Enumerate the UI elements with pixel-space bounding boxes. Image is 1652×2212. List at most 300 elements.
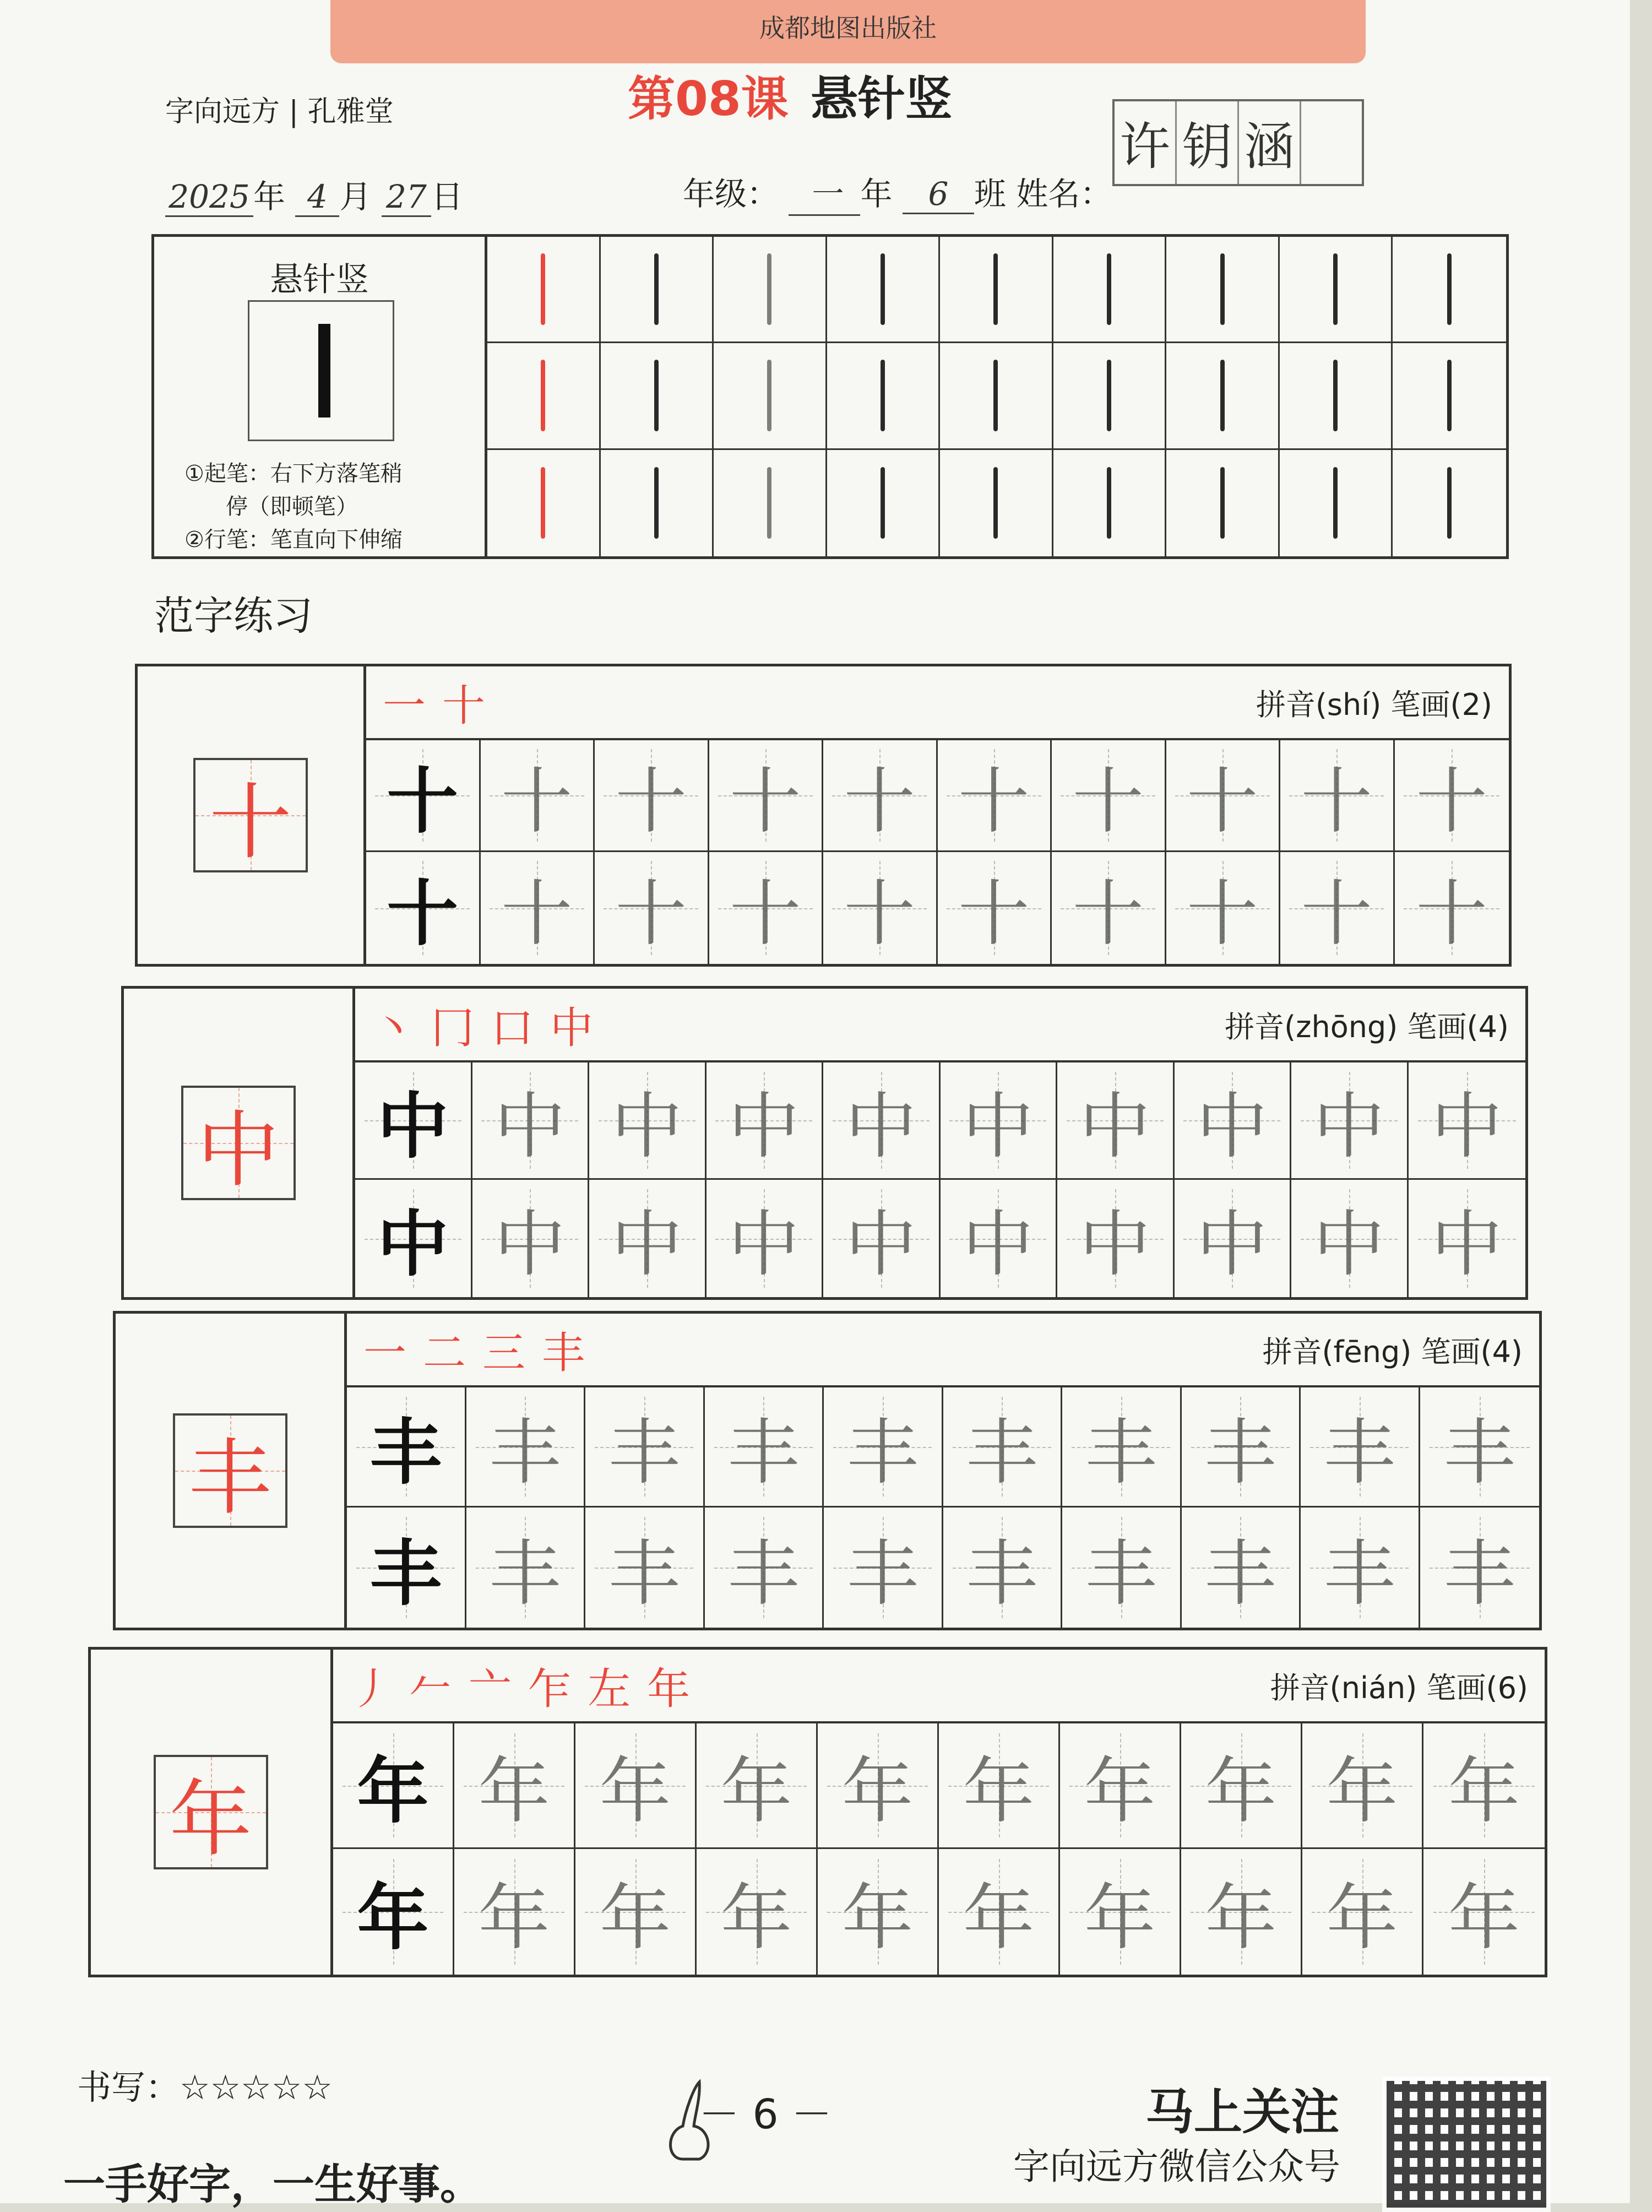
practice-cell[interactable] bbox=[941, 1180, 1058, 1297]
practice-cell[interactable] bbox=[707, 1180, 824, 1297]
practice-character: 中 bbox=[1431, 1084, 1503, 1168]
practice-character: 年 bbox=[599, 1875, 671, 1960]
vertical-stroke-icon bbox=[1333, 253, 1338, 325]
practice-character: 十 bbox=[958, 872, 1030, 956]
vertical-stroke-icon bbox=[1107, 467, 1111, 539]
stroke-order-step: 乍 bbox=[528, 1665, 588, 1714]
practice-cell[interactable] bbox=[1280, 740, 1395, 852]
practice-character: 丰 bbox=[1204, 1531, 1276, 1615]
practice-cell[interactable] bbox=[1166, 852, 1281, 964]
vertical-stroke-icon bbox=[767, 360, 771, 431]
practice-cell[interactable] bbox=[366, 852, 481, 964]
practice-character: 年 bbox=[1084, 1749, 1156, 1833]
practice-cell[interactable] bbox=[824, 1508, 943, 1628]
practice-cell[interactable] bbox=[697, 1723, 818, 1849]
practice-character: 十 bbox=[1186, 872, 1258, 956]
stroke-practice-cell[interactable] bbox=[1393, 237, 1506, 343]
practice-cell[interactable] bbox=[1409, 1062, 1526, 1180]
practice-character: 丰 bbox=[846, 1411, 919, 1494]
vertical-stroke-icon bbox=[767, 253, 771, 325]
practice-cell[interactable] bbox=[1423, 1723, 1545, 1849]
model-character bbox=[181, 1086, 296, 1200]
practice-character: 十 bbox=[844, 759, 916, 843]
practice-character: 中 bbox=[962, 1084, 1034, 1168]
stroke-order-step: 三 bbox=[482, 1329, 542, 1378]
practice-character: 十 bbox=[1301, 759, 1373, 843]
practice-cell[interactable] bbox=[347, 1508, 466, 1628]
model-panel bbox=[116, 1314, 347, 1628]
stroke-order-row bbox=[333, 1650, 1545, 1723]
practice-character: 中 bbox=[728, 1084, 800, 1168]
vertical-stroke-icon bbox=[1333, 360, 1338, 431]
stroke-note: 停（即顿笔） bbox=[226, 494, 358, 519]
vertical-stroke-icon bbox=[881, 360, 885, 431]
stroke-practice-cell[interactable] bbox=[714, 343, 827, 449]
practice-cell[interactable] bbox=[1301, 1387, 1420, 1508]
practice-character: 中 bbox=[1196, 1084, 1268, 1168]
vertical-stroke-icon bbox=[541, 253, 545, 325]
practice-character: 十 bbox=[958, 759, 1030, 843]
vertical-stroke-icon bbox=[993, 360, 998, 431]
stroke-practice-cell[interactable] bbox=[1280, 450, 1393, 556]
practice-cell[interactable] bbox=[705, 1508, 824, 1628]
stroke-order-step: 口 bbox=[491, 1004, 551, 1053]
practice-cell[interactable] bbox=[1420, 1387, 1540, 1508]
practice-character: 年 bbox=[963, 1749, 1035, 1833]
lesson-name: 悬针竖 bbox=[810, 72, 953, 127]
practice-cell[interactable] bbox=[824, 1387, 943, 1508]
class-line bbox=[683, 168, 1112, 216]
practice-cell[interactable] bbox=[472, 1062, 590, 1180]
practice-character: 十 bbox=[729, 759, 801, 843]
practice-cell[interactable] bbox=[1181, 1849, 1302, 1975]
practice-cell[interactable] bbox=[333, 1849, 454, 1975]
practice-character: 丰 bbox=[1443, 1531, 1515, 1615]
vertical-stroke-icon bbox=[1220, 360, 1225, 431]
stroke-practice-cell[interactable] bbox=[1393, 450, 1506, 556]
practice-grid[interactable] bbox=[355, 1062, 1525, 1297]
practice-cell[interactable] bbox=[466, 1387, 586, 1508]
practice-grid[interactable] bbox=[347, 1387, 1539, 1628]
practice-character: 中 bbox=[1313, 1084, 1385, 1168]
month-unit: 月 bbox=[339, 178, 372, 215]
stroke-practice-cell[interactable] bbox=[940, 343, 1053, 449]
practice-cell[interactable] bbox=[1052, 740, 1166, 852]
rating[interactable]: 书写：☆☆☆☆☆ bbox=[77, 2067, 333, 2107]
practice-character: 中 bbox=[1079, 1084, 1151, 1168]
practice-character: 年 bbox=[357, 1875, 429, 1960]
stroke-practice-cell[interactable] bbox=[601, 343, 714, 449]
practice-character: 年 bbox=[841, 1749, 914, 1833]
model-character-text: 中 bbox=[197, 1103, 280, 1199]
practice-cell[interactable] bbox=[1420, 1508, 1540, 1628]
stroke-practice-cell[interactable] bbox=[1053, 450, 1167, 556]
name-char[interactable] bbox=[1301, 101, 1362, 184]
practice-cell[interactable] bbox=[709, 740, 824, 852]
wechat-label: 字向远方微信公众号 bbox=[1013, 2145, 1340, 2188]
practice-cell[interactable] bbox=[943, 1387, 1063, 1508]
model-panel bbox=[91, 1650, 333, 1975]
practice-cell[interactable] bbox=[938, 852, 1052, 964]
practice-character: 中 bbox=[1079, 1202, 1151, 1286]
page-number: － 6 － bbox=[698, 2091, 833, 2138]
practice-cell[interactable] bbox=[709, 852, 824, 964]
practice-character: 中 bbox=[377, 1202, 449, 1286]
stroke-practice-cell[interactable] bbox=[827, 237, 941, 343]
stroke-info bbox=[154, 237, 487, 556]
practice-grid[interactable] bbox=[366, 740, 1509, 964]
practice-character: 十 bbox=[1072, 872, 1144, 956]
stroke-order-step: 冂 bbox=[431, 1004, 491, 1053]
date-day[interactable]: 27 bbox=[382, 178, 431, 217]
model-character bbox=[154, 1755, 268, 1869]
practice-cell[interactable] bbox=[1280, 852, 1395, 964]
practice-character: 中 bbox=[611, 1202, 683, 1286]
pinyin-stroke-count: 拼音(nián) 笔画(6) bbox=[1270, 1670, 1528, 1705]
practice-cell[interactable] bbox=[818, 1849, 939, 1975]
qr-code-icon[interactable] bbox=[1382, 2077, 1551, 2212]
stroke-order-step: 一 bbox=[383, 681, 443, 731]
pinyin-stroke-count: 拼音(fēng) 笔画(4) bbox=[1262, 1334, 1523, 1369]
stroke-order-step: 年 bbox=[647, 1665, 707, 1714]
practice-character: 丰 bbox=[966, 1411, 1038, 1494]
date-year[interactable]: 2025 bbox=[165, 178, 253, 217]
practice-grid[interactable] bbox=[333, 1723, 1545, 1975]
character-block bbox=[121, 986, 1528, 1300]
publisher-name: 成都地图出版社 bbox=[759, 13, 937, 43]
stroke-practice-cell[interactable] bbox=[1166, 343, 1280, 449]
stroke-practice-cell[interactable] bbox=[487, 343, 601, 449]
practice-cell[interactable] bbox=[823, 1062, 941, 1180]
practice-character: 年 bbox=[1326, 1875, 1398, 1960]
name-char[interactable]: 钥 bbox=[1177, 101, 1239, 184]
practice-cell[interactable] bbox=[823, 740, 938, 852]
class-value[interactable]: 6 bbox=[903, 175, 974, 214]
stroke-order-step: 丰 bbox=[542, 1329, 602, 1378]
stroke-order-step: 十 bbox=[442, 681, 502, 731]
stroke-order-row bbox=[355, 989, 1525, 1062]
practice-cell[interactable] bbox=[1166, 740, 1281, 852]
practice-character: 年 bbox=[1326, 1749, 1398, 1833]
practice-cell[interactable] bbox=[595, 852, 709, 964]
practice-cell[interactable] bbox=[941, 1062, 1058, 1180]
stroke-order-step: 左 bbox=[588, 1665, 648, 1714]
practice-character: 中 bbox=[494, 1084, 566, 1168]
vertical-stroke-icon bbox=[654, 253, 659, 325]
practice-character: 中 bbox=[845, 1202, 917, 1286]
practice-cell[interactable] bbox=[1301, 1508, 1420, 1628]
stroke-order-step: 二 bbox=[423, 1329, 483, 1378]
vertical-stroke-icon bbox=[1220, 253, 1225, 325]
pinyin-stroke-count: 拼音(zhōng) 笔画(4) bbox=[1225, 1009, 1509, 1044]
practice-character: 丰 bbox=[489, 1411, 561, 1494]
stroke-practice-cell[interactable] bbox=[601, 450, 714, 556]
practice-character: 十 bbox=[844, 872, 916, 956]
practice-cell[interactable] bbox=[1057, 1062, 1175, 1180]
practice-character: 丰 bbox=[727, 1411, 800, 1494]
stroke-practice-cell[interactable] bbox=[940, 450, 1053, 556]
practice-cell[interactable] bbox=[481, 852, 595, 964]
practice-character: 年 bbox=[478, 1749, 550, 1833]
stroke-practice-cell[interactable] bbox=[1280, 237, 1393, 343]
character-block bbox=[88, 1647, 1547, 1977]
practice-character: 十 bbox=[387, 872, 459, 956]
section-title: 范字练习 bbox=[154, 593, 313, 639]
practice-cell[interactable] bbox=[818, 1723, 939, 1849]
practice-cell[interactable] bbox=[943, 1508, 1063, 1628]
practice-character: 丰 bbox=[369, 1531, 442, 1615]
practice-character: 中 bbox=[1196, 1202, 1268, 1286]
day-unit: 日 bbox=[431, 178, 463, 215]
practice-character: 十 bbox=[729, 872, 801, 956]
vertical-stroke-icon bbox=[1447, 253, 1452, 325]
practice-character: 丰 bbox=[1204, 1411, 1276, 1494]
stroke-practice-cell[interactable] bbox=[1393, 343, 1506, 449]
model-character-text: 丰 bbox=[188, 1430, 271, 1526]
practice-cell[interactable] bbox=[1175, 1062, 1292, 1180]
stroke-practice-cell[interactable] bbox=[714, 450, 827, 556]
stroke-practice-grid[interactable] bbox=[487, 237, 1506, 556]
practice-character: 中 bbox=[611, 1084, 683, 1168]
practice-cell[interactable] bbox=[589, 1180, 707, 1297]
practice-cell[interactable] bbox=[939, 1723, 1060, 1849]
practice-character: 丰 bbox=[369, 1411, 442, 1494]
follow-label: 马上关注 bbox=[1145, 2084, 1340, 2140]
practice-cell[interactable] bbox=[697, 1849, 818, 1975]
character-block bbox=[113, 1311, 1542, 1630]
stroke-order-row bbox=[347, 1314, 1539, 1387]
practice-character: 丰 bbox=[1085, 1411, 1157, 1494]
practice-cell[interactable] bbox=[1409, 1180, 1526, 1297]
stroke-practice-cell[interactable] bbox=[1053, 343, 1167, 449]
stroke-practice-cell[interactable] bbox=[714, 237, 827, 343]
name-char[interactable]: 涵 bbox=[1239, 101, 1301, 184]
practice-character: 十 bbox=[615, 872, 687, 956]
practice-cell[interactable] bbox=[1052, 852, 1166, 964]
practice-character: 丰 bbox=[727, 1531, 800, 1615]
practice-cell[interactable] bbox=[823, 852, 938, 964]
date-line bbox=[165, 171, 463, 217]
practice-character: 年 bbox=[1084, 1875, 1156, 1960]
practice-character: 丰 bbox=[1323, 1411, 1395, 1494]
practice-character: 丰 bbox=[489, 1531, 561, 1615]
vertical-stroke-icon bbox=[881, 467, 885, 539]
practice-character: 十 bbox=[501, 759, 573, 843]
practice-character: 丰 bbox=[846, 1531, 919, 1615]
practice-cell[interactable] bbox=[347, 1387, 466, 1508]
year-unit: 年 bbox=[253, 178, 286, 215]
practice-cell[interactable] bbox=[1395, 740, 1509, 852]
vertical-stroke-icon bbox=[541, 467, 545, 539]
vertical-stroke-icon bbox=[1107, 253, 1111, 325]
practice-character: 十 bbox=[1416, 759, 1488, 843]
stroke-practice-cell[interactable] bbox=[487, 450, 601, 556]
character-block bbox=[135, 664, 1512, 967]
vertical-stroke-icon bbox=[654, 360, 659, 431]
student-name-boxes[interactable] bbox=[1112, 99, 1364, 186]
vertical-stroke-icon bbox=[654, 467, 659, 539]
brand-logo: 字向远方 | 孔雅堂 bbox=[165, 95, 394, 128]
practice-character: 年 bbox=[1448, 1749, 1520, 1833]
vertical-stroke-icon bbox=[1447, 360, 1452, 431]
practice-character: 中 bbox=[1313, 1202, 1385, 1286]
vertical-stroke-icon bbox=[541, 360, 545, 431]
practice-character: 年 bbox=[720, 1749, 792, 1833]
stroke-order bbox=[350, 1655, 707, 1716]
stroke-order-step: 丿 bbox=[350, 1665, 410, 1714]
practice-cell[interactable] bbox=[1060, 1723, 1181, 1849]
stroke-order-step: 丶 bbox=[372, 1004, 432, 1053]
practice-cell[interactable] bbox=[1395, 852, 1509, 964]
practice-cell[interactable] bbox=[1302, 1723, 1423, 1849]
vertical-stroke-icon bbox=[1107, 360, 1111, 431]
stroke-order-step: 𠂉 bbox=[409, 1665, 469, 1714]
grade-value[interactable]: 一 bbox=[789, 168, 860, 216]
stroke-order bbox=[363, 1319, 601, 1380]
practice-cell[interactable] bbox=[1181, 1723, 1302, 1849]
practice-character: 十 bbox=[387, 759, 459, 843]
stroke-practice-cell[interactable] bbox=[827, 450, 941, 556]
practice-character: 年 bbox=[1205, 1875, 1277, 1960]
model-character-text: 十 bbox=[209, 775, 292, 871]
stroke-order-step: 中 bbox=[550, 1004, 610, 1053]
vertical-stroke-icon bbox=[1447, 467, 1452, 539]
practice-character: 年 bbox=[357, 1749, 429, 1833]
stroke-practice-cell[interactable] bbox=[940, 237, 1053, 343]
stroke-order-step: 一 bbox=[363, 1329, 423, 1378]
practice-cell[interactable] bbox=[1182, 1508, 1301, 1628]
grade-unit: 年 bbox=[860, 175, 893, 213]
practice-cell[interactable] bbox=[575, 1849, 697, 1975]
practice-cell[interactable] bbox=[1291, 1062, 1409, 1180]
name-char[interactable]: 许 bbox=[1115, 101, 1177, 184]
stroke-practice-cell[interactable] bbox=[601, 237, 714, 343]
model-character-text: 年 bbox=[169, 1772, 252, 1868]
practice-cell[interactable] bbox=[366, 740, 481, 852]
practice-cell[interactable] bbox=[707, 1062, 824, 1180]
stroke-diagram bbox=[248, 300, 394, 441]
model-character bbox=[173, 1413, 287, 1528]
stroke-practice-cell[interactable] bbox=[827, 343, 941, 449]
practice-character: 中 bbox=[845, 1084, 917, 1168]
practice-character: 十 bbox=[1416, 872, 1488, 956]
stroke-note: ①起笔：右下方落笔稍 bbox=[184, 461, 403, 486]
practice-character: 中 bbox=[1431, 1202, 1503, 1286]
practice-cell[interactable] bbox=[1182, 1387, 1301, 1508]
stroke-practice-cell[interactable] bbox=[487, 237, 601, 343]
practice-character: 年 bbox=[478, 1875, 550, 1960]
practice-character: 十 bbox=[1301, 872, 1373, 956]
practice-cell[interactable] bbox=[705, 1387, 824, 1508]
practice-character: 十 bbox=[1186, 759, 1258, 843]
stroke-order-step: 亠 bbox=[469, 1665, 529, 1714]
practice-cell[interactable] bbox=[585, 1387, 705, 1508]
stroke-practice-cell[interactable] bbox=[1166, 450, 1280, 556]
practice-cell[interactable] bbox=[466, 1508, 586, 1628]
stroke-order bbox=[383, 671, 502, 733]
stroke-intro-block bbox=[151, 234, 1509, 559]
practice-cell[interactable] bbox=[1291, 1180, 1409, 1297]
practice-character: 丰 bbox=[1085, 1531, 1157, 1615]
practice-cell[interactable] bbox=[1062, 1508, 1182, 1628]
practice-cell[interactable] bbox=[938, 740, 1052, 852]
stroke-practice-cell[interactable] bbox=[1280, 343, 1393, 449]
practice-cell[interactable] bbox=[1175, 1180, 1292, 1297]
practice-character: 中 bbox=[962, 1202, 1034, 1286]
publisher-banner bbox=[330, 0, 1366, 63]
practice-cell[interactable] bbox=[1423, 1849, 1545, 1975]
practice-character: 十 bbox=[501, 872, 573, 956]
practice-character: 十 bbox=[615, 759, 687, 843]
practice-character: 中 bbox=[728, 1202, 800, 1286]
vertical-stroke-icon bbox=[318, 324, 330, 418]
stroke-practice-cell[interactable] bbox=[1166, 237, 1280, 343]
date-month[interactable]: 4 bbox=[295, 178, 339, 217]
stroke-order bbox=[372, 994, 610, 1055]
practice-character: 丰 bbox=[966, 1531, 1038, 1615]
stroke-order-row bbox=[366, 666, 1509, 740]
vertical-stroke-icon bbox=[767, 467, 771, 539]
practice-character: 十 bbox=[1072, 759, 1144, 843]
practice-cell[interactable] bbox=[939, 1849, 1060, 1975]
stroke-title: 悬针竖 bbox=[270, 261, 369, 299]
practice-character: 年 bbox=[720, 1875, 792, 1960]
practice-cell[interactable] bbox=[589, 1062, 707, 1180]
practice-cell[interactable] bbox=[355, 1180, 472, 1297]
practice-character: 丰 bbox=[1323, 1531, 1395, 1615]
practice-character: 年 bbox=[1205, 1749, 1277, 1833]
stroke-practice-cell[interactable] bbox=[1053, 237, 1167, 343]
vertical-stroke-icon bbox=[993, 467, 998, 539]
practice-cell[interactable] bbox=[333, 1723, 454, 1849]
practice-cell[interactable] bbox=[585, 1508, 705, 1628]
vertical-stroke-icon bbox=[1333, 467, 1338, 539]
model-panel bbox=[138, 666, 366, 964]
vertical-stroke-icon bbox=[1220, 467, 1225, 539]
practice-character: 年 bbox=[1448, 1875, 1520, 1960]
grade-label: 年级： bbox=[683, 175, 779, 213]
practice-character: 年 bbox=[599, 1749, 671, 1833]
practice-cell[interactable] bbox=[1062, 1387, 1182, 1508]
lesson-title bbox=[628, 61, 953, 129]
practice-cell[interactable] bbox=[1302, 1849, 1423, 1975]
practice-cell[interactable] bbox=[472, 1180, 590, 1297]
slogan: 一手好字，一生好事。 bbox=[63, 2160, 482, 2209]
practice-character: 丰 bbox=[608, 1411, 680, 1494]
stroke-note: ②行笔：笔直向下伸缩 bbox=[184, 527, 403, 552]
practice-character: 丰 bbox=[608, 1531, 680, 1615]
practice-cell[interactable] bbox=[595, 740, 709, 852]
practice-character: 年 bbox=[963, 1875, 1035, 1960]
practice-character: 中 bbox=[377, 1084, 449, 1168]
practice-character: 丰 bbox=[1443, 1411, 1515, 1494]
vertical-stroke-icon bbox=[881, 253, 885, 325]
lesson-number: 第08课 bbox=[628, 72, 789, 127]
practice-cell[interactable] bbox=[481, 740, 595, 852]
practice-cell[interactable] bbox=[575, 1723, 697, 1849]
practice-cell[interactable] bbox=[454, 1849, 575, 1975]
vertical-stroke-icon bbox=[993, 253, 998, 325]
practice-character: 中 bbox=[494, 1202, 566, 1286]
class-label: 班 姓名： bbox=[974, 175, 1112, 213]
practice-cell[interactable] bbox=[823, 1180, 941, 1297]
model-character bbox=[193, 758, 308, 872]
practice-cell[interactable] bbox=[355, 1062, 472, 1180]
practice-character: 年 bbox=[841, 1875, 914, 1960]
practice-cell[interactable] bbox=[1057, 1180, 1175, 1297]
practice-cell[interactable] bbox=[454, 1723, 575, 1849]
practice-cell[interactable] bbox=[1060, 1849, 1181, 1975]
